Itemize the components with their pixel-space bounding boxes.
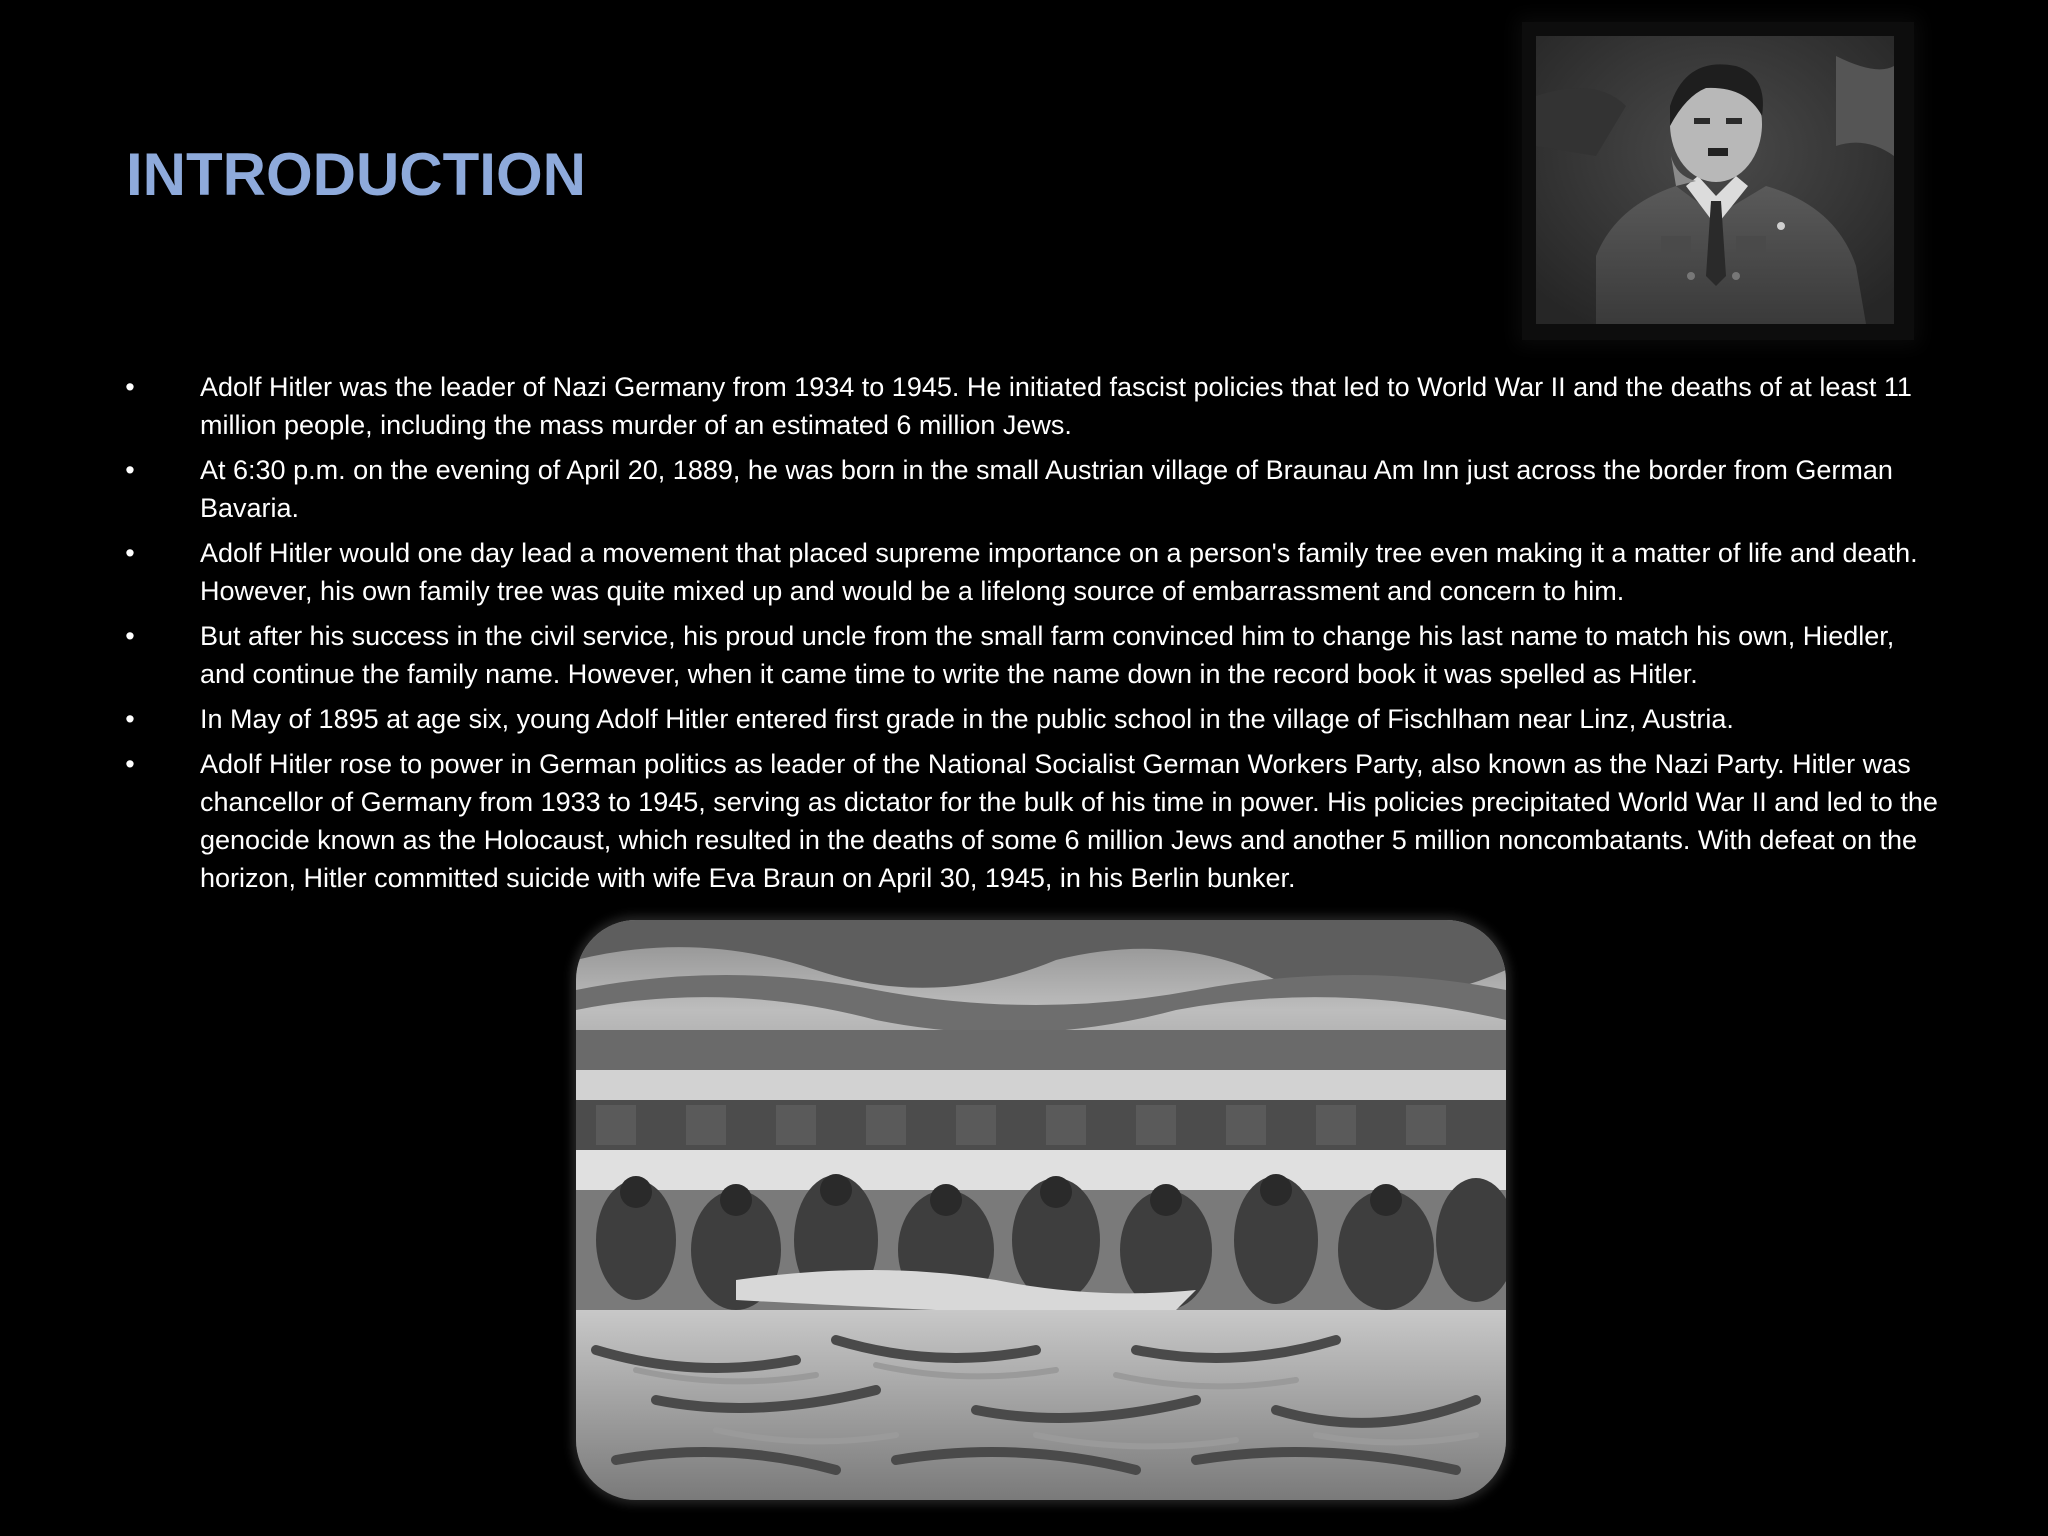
bullet-text: Adolf Hitler rose to power in German politics as leader of the National Socialist German Workers Party, also known as the Nazi Party. Hitler was chancellor of Germany from 1933 to 1945, serving as dictator for the bulk of his time in power. His policies precipitated World War II and led to the genocide known as the Holocaust, which resulted in the deaths of some 6 million Jews and another 5 million noncombatants. With defeat on the horizon, Hitler committed suicide with wife Eva Braun on April 30, 1945, in his Berlin bunker. xyxy=(200,749,1938,893)
bullet-marker: • xyxy=(125,704,135,734)
bullet-list xyxy=(120,368,1938,904)
bullet-marker: • xyxy=(125,372,135,402)
bullet-marker: • xyxy=(125,538,135,568)
bullet-text: But after his success in the civil service, his proud uncle from the small farm convinced him to change his last name to match his own, Hiedler, and continue the family name. However, when it came time to write the name down in the record book it was spelled as Hitler. xyxy=(200,621,1895,689)
bullet-text: In May of 1895 at age six, young Adolf Hitler entered first grade in the public school in the village of Fischlham near Linz, Austria. xyxy=(200,704,1734,734)
portrait-photo xyxy=(1522,22,1914,340)
bullet-marker: • xyxy=(125,621,135,651)
bullet-marker: • xyxy=(125,455,135,485)
bullet-text: At 6:30 p.m. on the evening of April 20, 1889, he was born in the small Austrian village of Braunau Am Inn just across the border from German Bavaria. xyxy=(200,455,1893,523)
historical-photo xyxy=(576,920,1506,1500)
bullet-item xyxy=(120,617,1938,693)
bullet-text: Adolf Hitler would one day lead a movement that placed supreme importance on a person's family tree even making it a matter of life and death. However, his own family tree was quite mixed up and would be a lifelong source of embarrassment and concern to him. xyxy=(200,538,1918,606)
bullet-item xyxy=(120,368,1938,444)
bullet-item xyxy=(120,700,1938,738)
bullet-item xyxy=(120,451,1938,527)
bullet-item xyxy=(120,534,1938,610)
bullet-item xyxy=(120,745,1938,897)
bullet-text: Adolf Hitler was the leader of Nazi Germany from 1934 to 1945. He initiated fascist policies that led to World War II and the deaths of at least 11 million people, including the mass murder of an estimated 6 million Jews. xyxy=(200,372,1912,440)
bullet-marker: • xyxy=(125,749,135,779)
slide-title: INTRODUCTION xyxy=(126,141,586,208)
portrait-image xyxy=(1536,36,1894,324)
